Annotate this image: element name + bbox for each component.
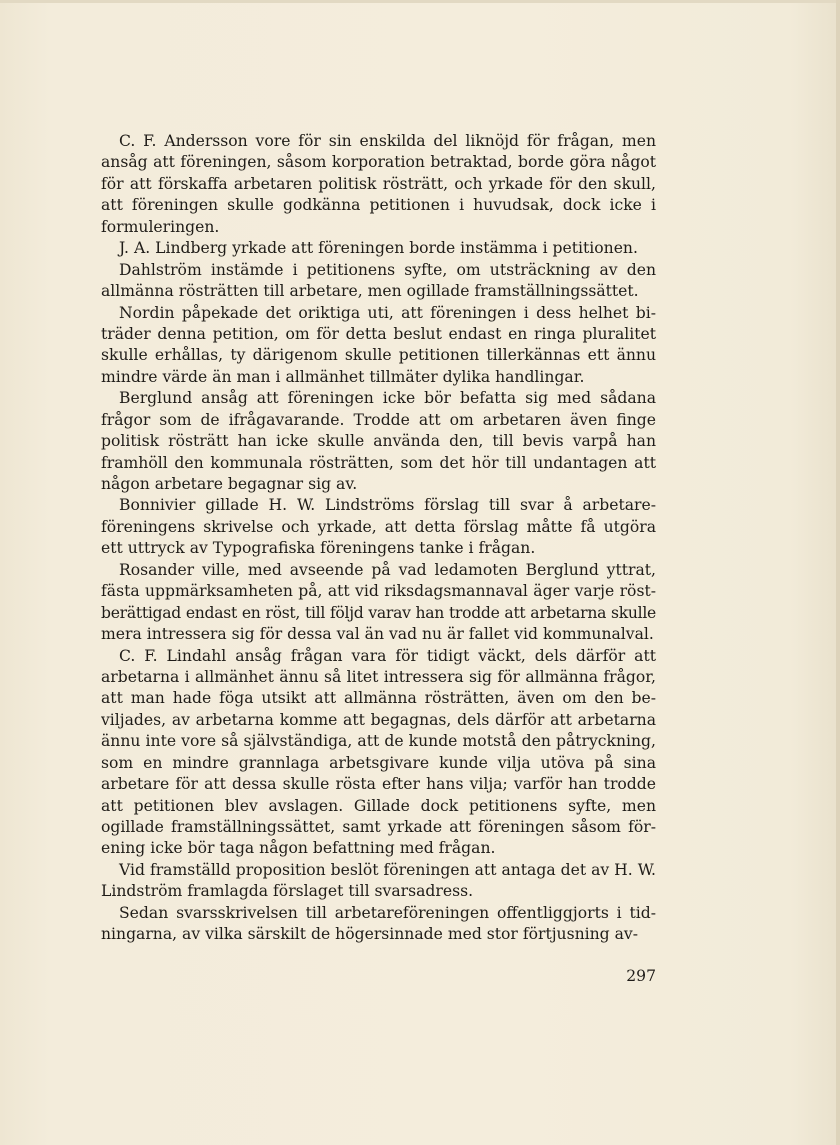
text-line: någon arbetare begagnar sig av. <box>101 475 358 493</box>
text-line: Rosander ville, med avseende på vad ledamoten Berglund yttrat, <box>119 560 656 579</box>
text-line: mindre värde än man i allmänhet tillmäter dylika handlingar. <box>101 367 585 386</box>
paragraph <box>101 860 656 903</box>
text-line: ningarna, av vilka särskilt de högersinnade med stor förtjusning av- <box>101 925 638 944</box>
text-line: ening icke bör taga någon befattning med frågan. <box>101 839 496 858</box>
paragraph <box>101 495 656 559</box>
text-line: Nordin påpekade det oriktiga uti, att föreningen i dess helhet bi- <box>119 303 656 322</box>
text-line: träder denna petition, om för detta beslut endast en ringa pluralitet <box>101 324 656 343</box>
paragraph <box>101 260 656 303</box>
text-line: formuleringen. <box>101 217 220 236</box>
paragraph <box>101 131 656 238</box>
page-top-edge <box>0 0 840 3</box>
text-line: Dahlström instämde i petitionens syfte, om utsträckning av den <box>119 260 656 279</box>
text-line: Lindström framlagda förslaget till svarsadress. <box>101 882 474 901</box>
text-line: Vid framställd proposition beslöt föreningen att antaga det av H. W. <box>119 860 656 879</box>
text-line: J. A. Lindberg yrkade att föreningen borde instämma i petitionen. <box>119 239 638 258</box>
text-line: att petitionen blev avslagen. Gillade dock petitionens syfte, men <box>101 796 656 815</box>
text-line: C. F. Andersson vore för sin enskilda del liknöjd för frågan, men <box>119 132 656 150</box>
text-line: C. F. Lindahl ansåg frågan vara för tidigt väckt, dels därför att <box>119 646 656 665</box>
text-line: att man hade föga utsikt att allmänna rösträtten, även om den be- <box>101 689 656 708</box>
text-line: ogillade framställningssättet, samt yrkade att föreningen såsom för- <box>101 818 656 836</box>
text-line: Bonnivier gillade H. W. Lindströms förslag till svar å arbetare- <box>119 496 656 515</box>
text-line: att föreningen skulle godkänna petitionen i huvudsak, dock icke i <box>101 196 656 215</box>
text-line: frågor som de ifrågavarande. Trodde att om arbetaren även finge <box>101 410 656 429</box>
text-line: för att förskaffa arbetaren politisk rösträtt, och yrkade för den skull, <box>101 174 656 193</box>
paragraph <box>101 388 656 495</box>
body-text <box>101 131 656 946</box>
text-line: framhöll den kommunala rösträtten, som det hör till undantagen att <box>101 453 656 472</box>
paragraph <box>101 303 656 389</box>
text-line: ännu inte vore så självständiga, att de kunde motstå den påtryckning, <box>101 732 656 751</box>
text-line: viljades, av arbetarna komme att begagnas, dels därför att arbetarna <box>101 710 656 729</box>
text-line: arbetare för att dessa skulle rösta efter hans vilja; varför han trodde <box>101 775 656 794</box>
text-line: Berglund ansåg att föreningen icke bör befatta sig med sådana <box>119 389 656 408</box>
page-right-edge <box>836 0 840 1145</box>
text-line: ett uttryck av Typografiska föreningens tanke i frågan. <box>101 539 536 558</box>
text-line: berättigad endast en röst, till följd varav han trodde att arbetarna skulle <box>101 603 656 622</box>
page-number: 297 <box>626 967 656 985</box>
text-line: allmänna rösträtten till arbetare, men ogillade framställningssättet. <box>101 282 639 301</box>
text-line: som en mindre grannlaga arbetsgivare kunde vilja utöva på sina <box>101 753 656 772</box>
paragraph <box>101 238 656 259</box>
text-line: skulle erhållas, ty därigenom skulle petitionen tillerkännas ett ännu <box>101 346 656 365</box>
text-line: fästa uppmärksamheten på, att vid riksdagsmannaval äger varje röst- <box>101 582 656 601</box>
text-line: föreningens skrivelse och yrkade, att detta förslag måtte få utgöra <box>101 517 656 536</box>
text-line: arbetarna i allmänhet ännu så litet intressera sig för allmänna frågor, <box>101 667 656 686</box>
text-line: politisk rösträtt han icke skulle använda den, till bevis varpå han <box>101 432 656 451</box>
paragraph <box>101 560 656 646</box>
paragraph <box>101 646 656 860</box>
text-line: Sedan svarsskrivelsen till arbetareföreningen offentliggjorts i tid- <box>119 903 656 922</box>
text-line: ansåg att föreningen, såsom korporation betraktad, borde göra något <box>101 153 656 172</box>
paragraph <box>101 903 656 946</box>
text-line: mera intressera sig för dessa val än vad nu är fallet vid kommunalval. <box>101 625 654 644</box>
